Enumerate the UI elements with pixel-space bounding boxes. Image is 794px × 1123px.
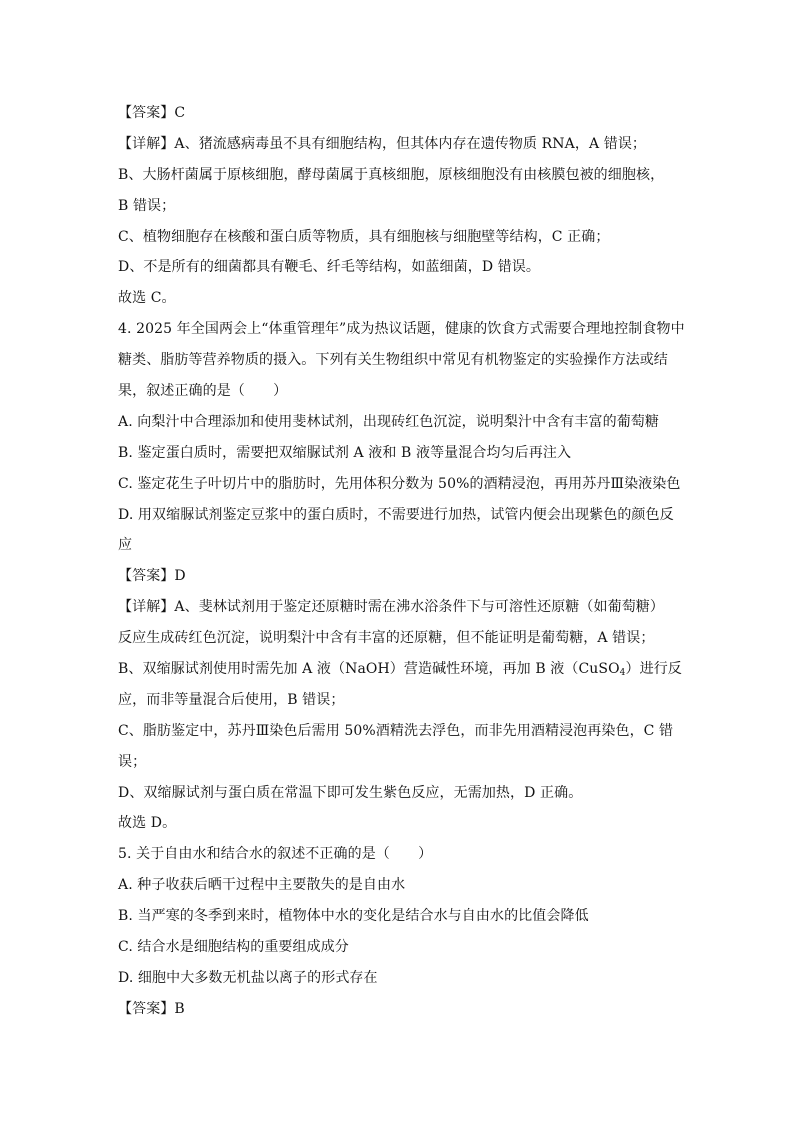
conclusion-line: 故选 C。	[118, 290, 176, 307]
answer-label-q3: 【答案】C	[118, 105, 186, 121]
explanation-line: 【详解】A、斐林试剂用于鉴定还原糖时需在沸水浴条件下与可溶性还原糖（如葡萄糖）	[118, 599, 665, 616]
question-5-option-b: B. 当严寒的冬季到来时，植物体中水的变化是结合水与自由水的比值会降低	[118, 908, 589, 925]
question-4-stem: 4. 2025 年全国两会上“体重管理年”成为热议话题，健康的饮食方式需要合理地控制食物中	[118, 321, 685, 338]
question-4-option-d: D. 用双缩脲试剂鉴定豆浆中的蛋白质时，不需要进行加热，试管内便会出现紫色的颜色反	[118, 506, 674, 523]
explanation-line: 【详解】A、猪流感病毒虽不具有细胞结构，但其体内存在遗传物质 RNA，A 错误；	[118, 135, 647, 152]
question-5-option-c: C. 结合水是细胞结构的重要组成成分	[118, 939, 349, 956]
explanation-line: B、大肠杆菌属于原核细胞，酵母菌属于真核细胞，原核细胞没有由核膜包被的细胞核，	[118, 166, 665, 183]
cuso4-line-text: B、双缩脲试剂使用时需先加 A 液（NaOH）营造碱性环境，再加 B 液（CuSO	[118, 661, 620, 678]
explanation-line: 误；	[118, 753, 147, 770]
explanation-line: C、脂肪鉴定中，苏丹Ⅲ染色后需用 50%酒精洗去浮色，而非先用酒精浸泡再染色，C 错	[118, 722, 674, 739]
question-5-stem: 5. 关于自由水和结合水的叙述不正确的是（ ）	[118, 846, 433, 863]
question-4-option-a: A. 向梨汁中合理添加和使用斐林试剂，出现砖红色沉淀，说明梨汁中含有丰富的葡萄糖	[118, 413, 660, 430]
explanation-line: C、植物细胞存在核酸和蛋白质等物质，具有细胞核与细胞壁等结构，C 正确；	[118, 228, 610, 245]
explanation-line: 反应生成砖红色沉淀，说明梨汁中含有丰富的还原糖，但不能证明是葡萄糖，A 错误；	[118, 630, 655, 647]
cuso4-line-tail: ）进行反	[625, 661, 682, 678]
question-4-stem: 果，叙述正确的是（ ）	[118, 383, 288, 400]
explanation-line: B 错误；	[118, 197, 176, 214]
explanation-line: D、不是所有的细菌都具有鞭毛、纤毛等结构，如蓝细菌，D 错误。	[118, 259, 540, 276]
document-content	[118, 98, 690, 1025]
explanation-line: 应，而非等量混合后使用，B 错误；	[118, 691, 345, 708]
cuso4-subscript: 4	[619, 668, 626, 679]
question-4-option-d-cont: 应	[118, 537, 133, 554]
conclusion-line: 故选 D。	[118, 815, 177, 832]
question-4-option-b: B. 鉴定蛋白质时，需要把双缩脲试剂 A 液和 B 液等量混合均匀后再注入	[118, 444, 572, 461]
answer-label-q4: 【答案】D	[118, 568, 186, 585]
question-5-option-a: A. 种子收获后晒干过程中主要散失的是自由水	[118, 877, 406, 894]
answer-label-q5: 【答案】B	[118, 1000, 185, 1017]
question-4-stem: 糖类、脂肪等营养物质的摄入。下列有关生物组织中常见有机物鉴定的实验操作方法或结	[118, 352, 668, 369]
question-5-option-d: D. 细胞中大多数无机盐以离子的形式存在	[118, 969, 378, 986]
explanation-line: D、双缩脲试剂与蛋白质在常温下即可发生紫色反应，无需加热，D 正确。	[118, 784, 583, 801]
explanation-line-cuso4	[118, 654, 690, 685]
question-4-option-c: C. 鉴定花生子叶切片中的脂肪时，先用体积分数为 50%的酒精浸泡，再用苏丹Ⅲ染液染色	[118, 475, 681, 492]
